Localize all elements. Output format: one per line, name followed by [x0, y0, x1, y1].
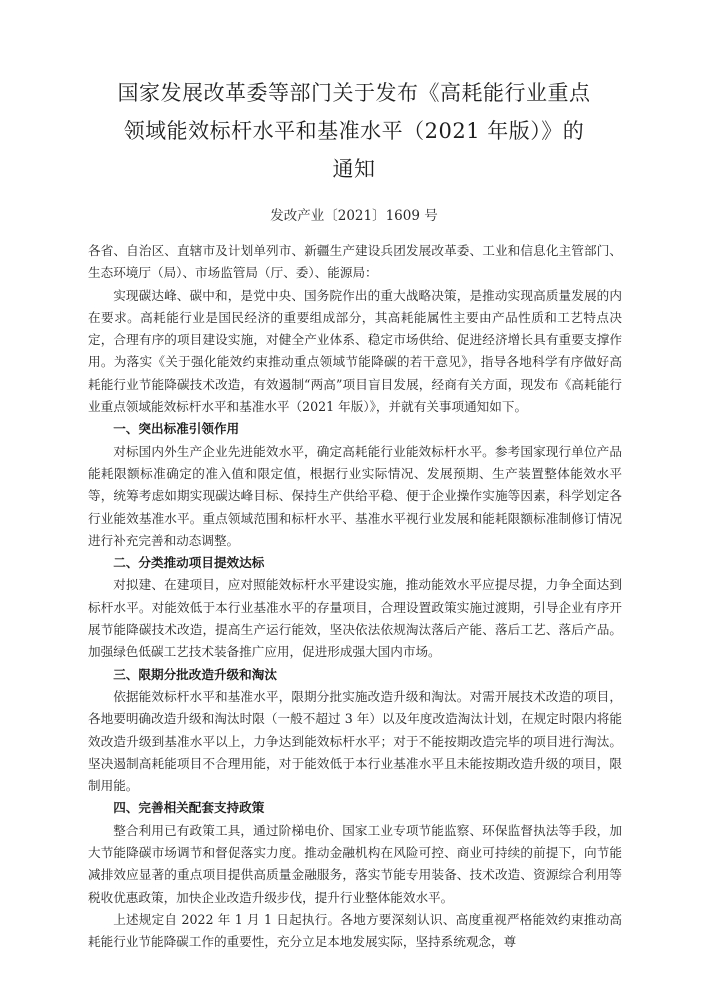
- closing-paragraph: 上述规定自 2022 年 1 月 1 日起执行。各地方要深刻认识、高度重视严格能效约束推动高耗能行业节能降碳工作的重要性，充分立足本地发展实际，坚持系统观念，尊: [88, 911, 622, 950]
- section-heading-4: 四、完善相关配套支持政策: [113, 800, 265, 816]
- intro-paragraph: 实现碳达峰、碳中和，是党中央、国务院作出的重大战略决策，是推动实现高质量发展的内在要求。高耗能行业是国民经济的重要组成部分，其高耗能属性主要由产品性质和工艺特点决定，合理有序的项目建设实施，对健全产业体系、稳定市场供给、促进经济增长具有重要支撑作用。为落实《关于强化能效约束推动重点领域节能降碳的若干意见》，指导各地科学有序做好高耗能行业节能降碳技术改造，有效遏制“两高”项目盲目发展，经商有关方面，现发布《高耗能行业重点领域能效标杆水平和基准水平（2021 年版）》，并就有关事项通知如下。: [88, 287, 622, 415]
- addressee: 各省、自治区、直辖市及计划单列市、新疆生产建设兵团发展改革委、工业和信息化主管部门、生态环境厅（局）、市场监管局（厅、委）、能源局：: [88, 243, 622, 281]
- section-heading-3: 三、限期分批改造升级和淘汰: [113, 666, 277, 682]
- section-heading-1: 一、突出标准引领作用: [113, 421, 240, 437]
- section-paragraph-2: 对拟建、在建项目，应对照能效标杆水平建设实施，推动能效水平应提尽提，力争全面达到标杆水平。对能效低于本行业基准水平的存量项目，合理设置政策实施过渡期，引导企业有序开展节能降碳技术改造，提高生产运行能效，坚决依法依规淘汰落后产能、落后工艺、落后产品。加强绿色低碳工艺技术装备推广应用，促进形成强大国内市场。: [88, 577, 622, 660]
- section-paragraph-4: 整合利用已有政策工具，通过阶梯电价、国家工业专项节能监察、环保监督执法等手段，加大节能降碳市场调节和督促落实力度。推动金融机构在风险可控、商业可持续的前提下，向节能减排效应显著的重点项目提供高质量金融服务，落实节能专用装备、技术改造、资源综合利用等税收优惠政策，加快企业改造升级步伐，提升行业整体能效水平。: [88, 822, 622, 905]
- document-title-line-3: 通知: [332, 157, 376, 181]
- document-number: 发改产业〔2021〕1609 号: [270, 208, 438, 224]
- section-paragraph-1: 对标国内外生产企业先进能效水平，确定高耗能行业能效标杆水平。参考国家现行单位产品能耗限额标准确定的准入值和限定值，根据行业实际情况、发展预期、生产装置整体能效水平等，统筹考虑如期实现碳达峰目标、保持生产供给平稳、便于企业操作实施等因素，科学划定各行业能效基准水平。重点领域范围和标杆水平、基准水平视行业发展和能耗限额标准制修订情况进行补充完善和动态调整。: [88, 443, 622, 548]
- document-title-line-1: 国家发展改革委等部门关于发布《高耗能行业重点: [117, 81, 591, 105]
- document-title-line-2: 领域能效标杆水平和基准水平（2021 年版）》的: [123, 119, 585, 143]
- section-paragraph-3: 依据能效标杆水平和基准水平，限期分批实施改造升级和淘汰。对需开展技术改造的项目，各地要明确改造升级和淘汰时限（一般不超过 3 年）以及年度改造淘汰计划，在规定时限内将能效改造升级到基准水平以上，力争达到能效标杆水平；对于不能按期改造完毕的项目进行淘汰。坚决遏制高耗能项目不合理用能，对于能效低于本行业基准水平且未能按期改造升级的项目，限制用能。: [88, 688, 622, 794]
- document-body: [88, 240, 622, 954]
- section-heading-2: 二、分类推动项目提效达标: [113, 555, 265, 571]
